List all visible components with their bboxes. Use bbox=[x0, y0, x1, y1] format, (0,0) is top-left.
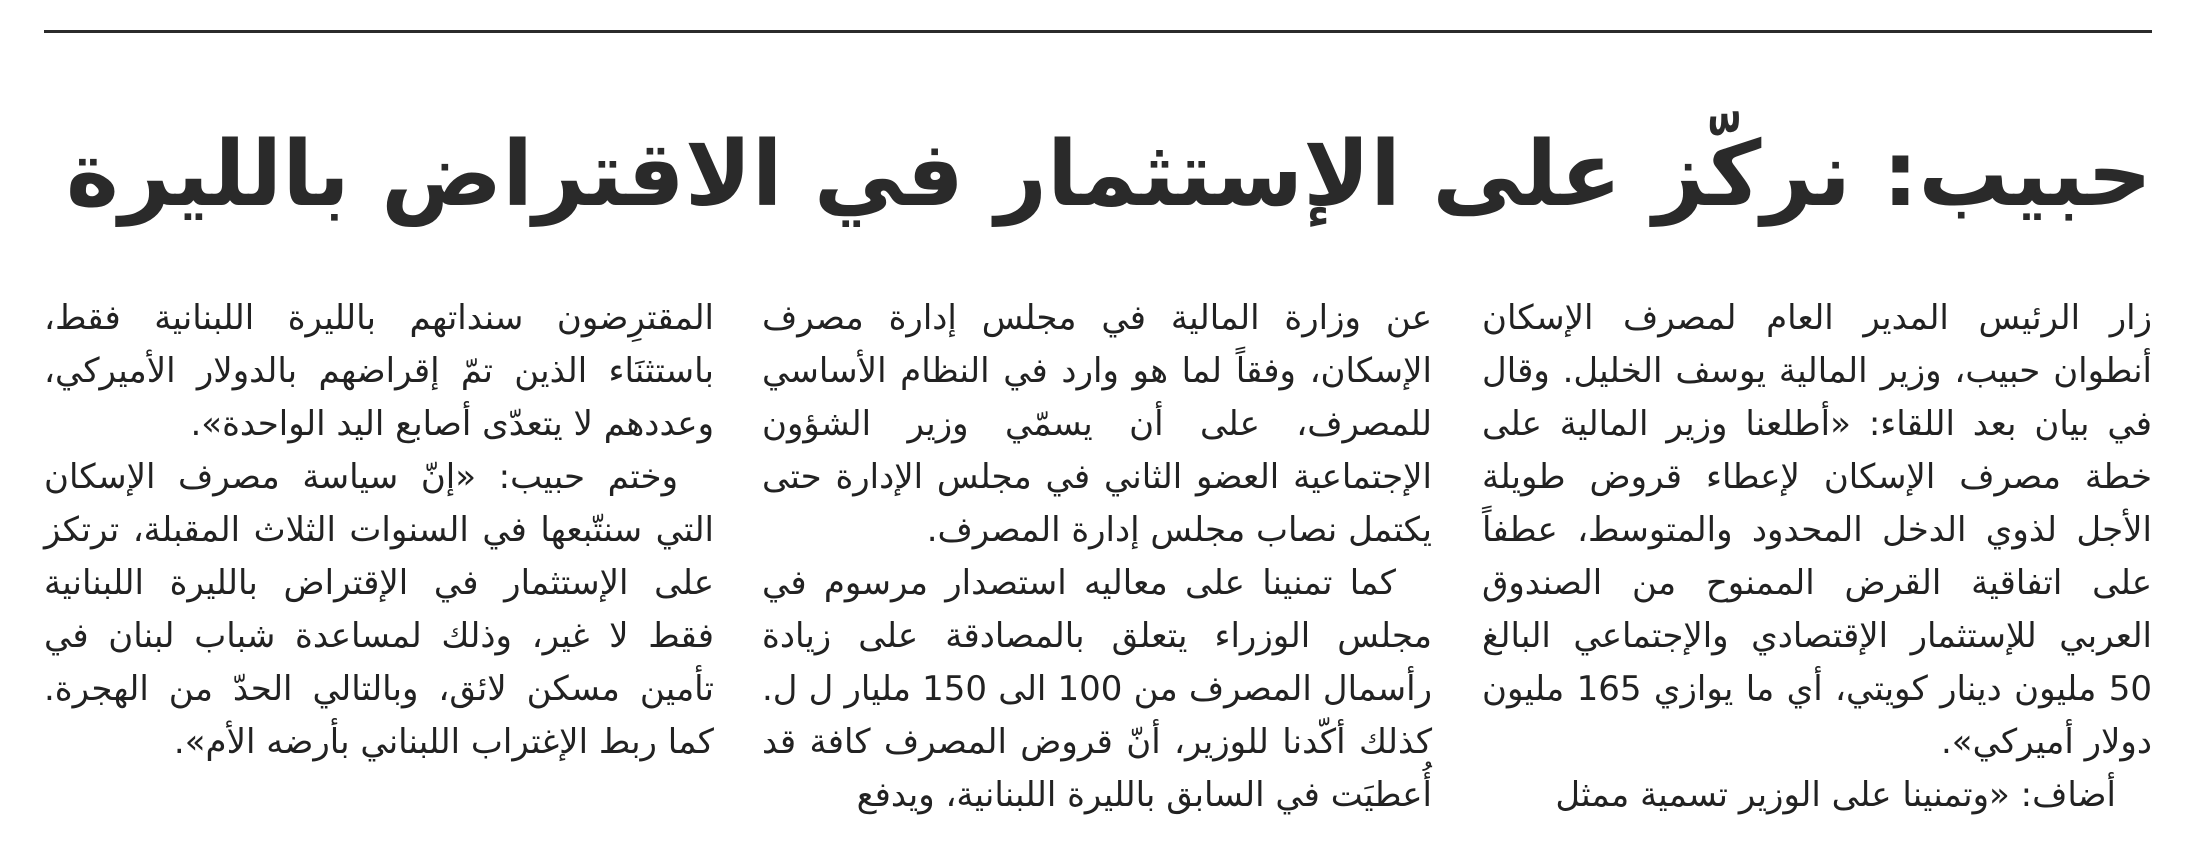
top-rule bbox=[44, 30, 2152, 33]
article-column-3 bbox=[44, 292, 714, 769]
article-headline: حبيب: نركّز على الإستثمار في الاقتراض بالليرة bbox=[65, 122, 2152, 228]
article-column-1 bbox=[1482, 292, 2152, 822]
paragraph: عن وزارة المالية في مجلس إدارة مصرف الإسكان، وفقاً لما هو وارد في النظام الأساسي للمصرف، على أن يسمّي وزير الشؤون الإجتماعية العضو الثاني في مجلس الإدارة حتى يكتمل نصاب مجلس إدارة المصرف. bbox=[762, 298, 1432, 550]
paragraph: المقترِضون سنداتهم بالليرة اللبنانية فقط، باستثنَاء الذين تمّ إقراضهم بالدولار الأميركي، وعددهم لا يتعدّى أصابع اليد الواحدة». bbox=[44, 298, 714, 444]
paragraph: زار الرئيس المدير العام لمصرف الإسكان أنطوان حبيب، وزير المالية يوسف الخليل. وقال في بيان بعد اللقاء: «أطلعنا وزير المالية على خطة مصرف الإسكان لإعطاء قروض طويلة الأجل لذوي الدخل المحدود والمتوسط، عطفاً على اتفاقية القرض الممنوح من الصندوق العربي للإستثمار الإقتصادي والإجتماعي البالغ 50 مليون دينار كويتي، أي ما يوازي 165 مليون دولار أميركي». bbox=[1482, 298, 2152, 762]
paragraph: وختم حبيب: «إنّ سياسة مصرف الإسكان التي سنتّبعها في السنوات الثلاث المقبلة، ترتكز على الإستثمار في الإقتراض بالليرة اللبنانية فقط لا غير، وذلك لمساعدة شباب لبنان في تأمين مسكن لائق، وبالتالي الحدّ من الهجرة. كما ربط الإغتراب اللبناني بأرضه الأم». bbox=[44, 457, 714, 762]
paragraph: كما تمنينا على معاليه استصدار مرسوم في مجلس الوزراء يتعلق بالمصادقة على زيادة رأسمال المصرف من 100 الى 150 مليار ل ل. كذلك أكّدنا للوزير، أنّ قروض المصرف كافة قد أُعطيَت في السابق بالليرة اللبنانية، ويدفع bbox=[762, 563, 1432, 815]
article-column-2 bbox=[762, 292, 1432, 822]
paragraph: أضاف: «وتمنينا على الوزير تسمية ممثل bbox=[1555, 775, 2116, 815]
